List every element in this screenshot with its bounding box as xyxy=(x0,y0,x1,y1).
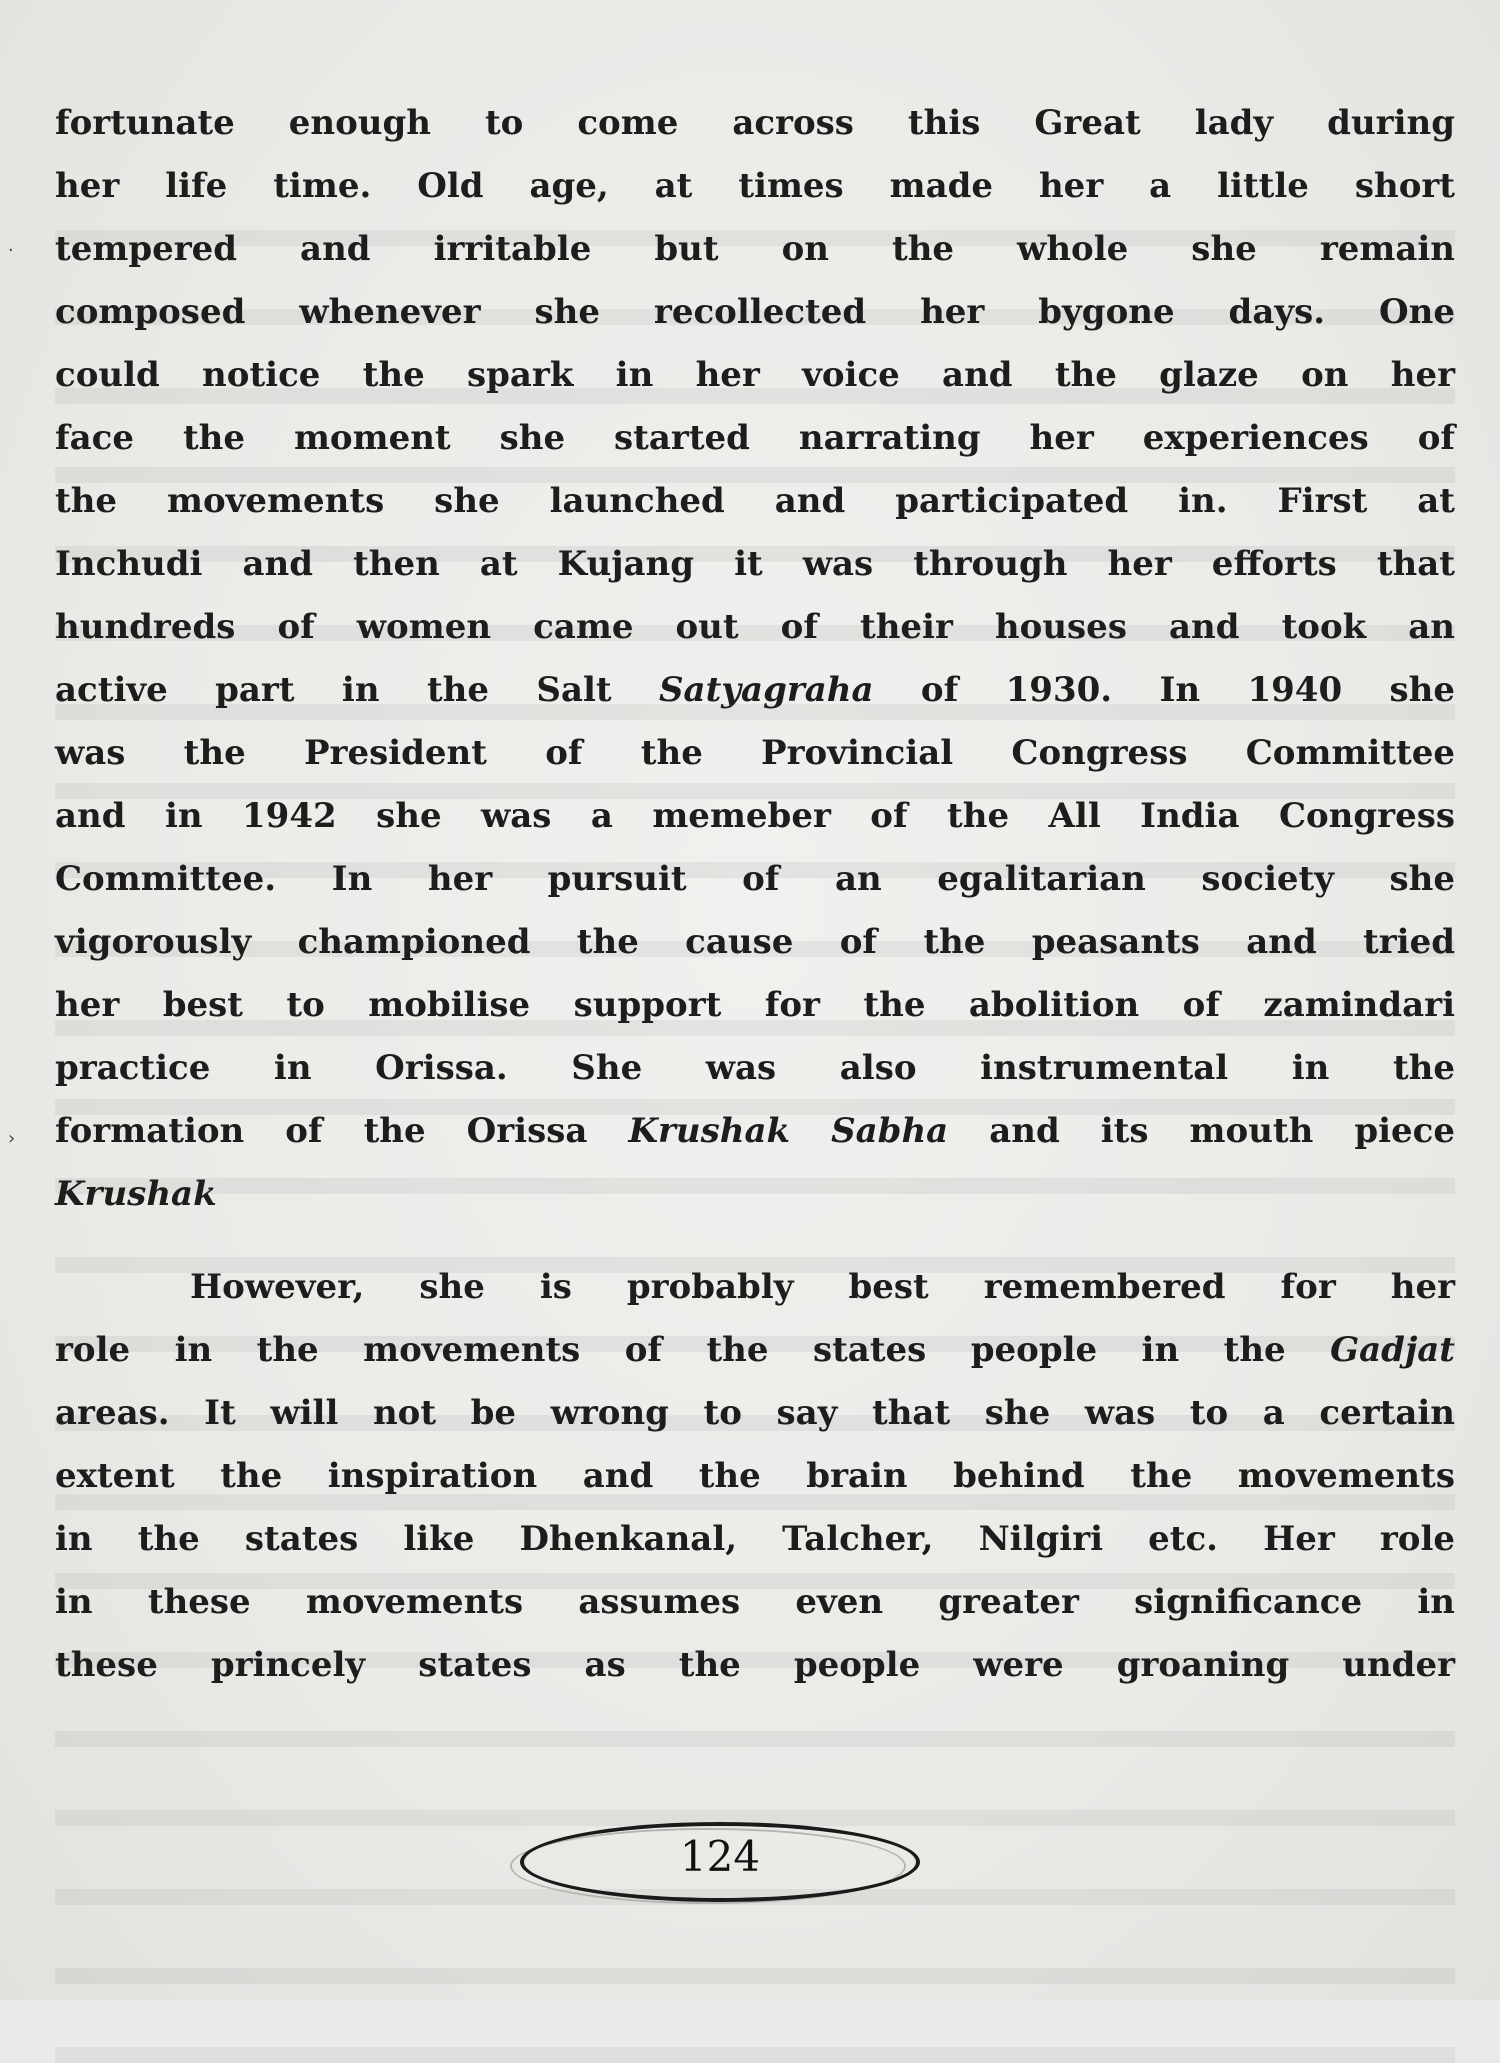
text-run: role in the movements of the states people in the xyxy=(55,1330,1331,1370)
text-line xyxy=(55,155,1455,218)
text-line xyxy=(55,659,1455,722)
page-number: 124 xyxy=(679,1832,761,1881)
text-line xyxy=(55,1256,1455,1319)
text-run: areas. It will not be wrong to say that she was to a certain xyxy=(55,1393,1455,1433)
italic-term: Krushak Sabha xyxy=(628,1111,949,1151)
text-line xyxy=(55,1445,1455,1508)
text-run: and in 1942 she was a memeber of the All India Congress xyxy=(55,796,1455,836)
text-run: was the President of the Provincial Congress Committee xyxy=(55,733,1455,773)
text-line xyxy=(55,1571,1455,1634)
text-line xyxy=(55,533,1455,596)
text-run: composed whenever she recollected her bygone days. One xyxy=(55,292,1455,332)
text-line xyxy=(55,974,1455,1037)
text-run: could notice the spark in her voice and the glaze on her xyxy=(55,355,1455,395)
text-line xyxy=(55,344,1455,407)
text-run: tempered and irritable but on the whole she remain xyxy=(55,229,1455,269)
margin-speck: · xyxy=(8,240,14,261)
text-run: the movements she launched and participated in. First at xyxy=(55,481,1455,521)
italic-term: Gadjat xyxy=(1330,1330,1455,1370)
text-line xyxy=(55,785,1455,848)
text-line xyxy=(55,1319,1455,1382)
text-run: hundreds of women came out of their houses and took an xyxy=(55,607,1455,647)
text-run: her best to mobilise support for the abolition of zamindari xyxy=(55,985,1455,1025)
italic-term: Krushak xyxy=(55,1174,217,1214)
text-run: Inchudi and then at Kujang it was through her efforts that xyxy=(55,544,1455,584)
page-number-badge xyxy=(520,1822,920,1902)
text-run: in these movements assumes even greater significance in xyxy=(55,1582,1455,1622)
text-line xyxy=(55,911,1455,974)
text-line xyxy=(55,1037,1455,1100)
text-run: However, she is probably best remembered for her xyxy=(190,1267,1455,1307)
text-line xyxy=(55,596,1455,659)
text-line xyxy=(55,218,1455,281)
text-run: of 1930. In 1940 she xyxy=(873,670,1455,710)
text-line xyxy=(55,848,1455,911)
text-line xyxy=(55,1508,1455,1571)
text-run: Committee. In her pursuit of an egalitarian society she xyxy=(55,859,1455,899)
text-line xyxy=(55,281,1455,344)
margin-speck: › xyxy=(8,1128,16,1149)
text-run: vigorously championed the cause of the peasants and tried xyxy=(55,922,1455,962)
text-run: her life time. Old age, at times made her a little short xyxy=(55,166,1455,206)
text-run: face the moment she started narrating her experiences of xyxy=(55,418,1455,458)
text-line xyxy=(55,1634,1455,1697)
body-text xyxy=(55,92,1455,1697)
text-run: practice in Orissa. She was also instrumental in the xyxy=(55,1048,1455,1088)
text-line xyxy=(55,92,1455,155)
text-run: active part in the Salt xyxy=(55,670,659,710)
text-line xyxy=(55,407,1455,470)
italic-term: Satyagraha xyxy=(659,670,874,710)
text-run: formation of the Orissa xyxy=(55,1111,629,1151)
text-line xyxy=(55,722,1455,785)
text-run: in the states like Dhenkanal, Talcher, Nilgiri etc. Her role xyxy=(55,1519,1455,1559)
text-line xyxy=(55,1382,1455,1445)
text-run: fortunate enough to come across this Great lady during xyxy=(55,103,1455,143)
text-line xyxy=(55,1100,1455,1163)
text-line xyxy=(55,470,1455,533)
text-run: these princely states as the people were groaning under xyxy=(55,1645,1455,1685)
text-run: extent the inspiration and the brain behind the movements xyxy=(55,1456,1455,1496)
text-run: and its mouth piece xyxy=(948,1111,1456,1151)
text-line xyxy=(55,1163,1455,1226)
